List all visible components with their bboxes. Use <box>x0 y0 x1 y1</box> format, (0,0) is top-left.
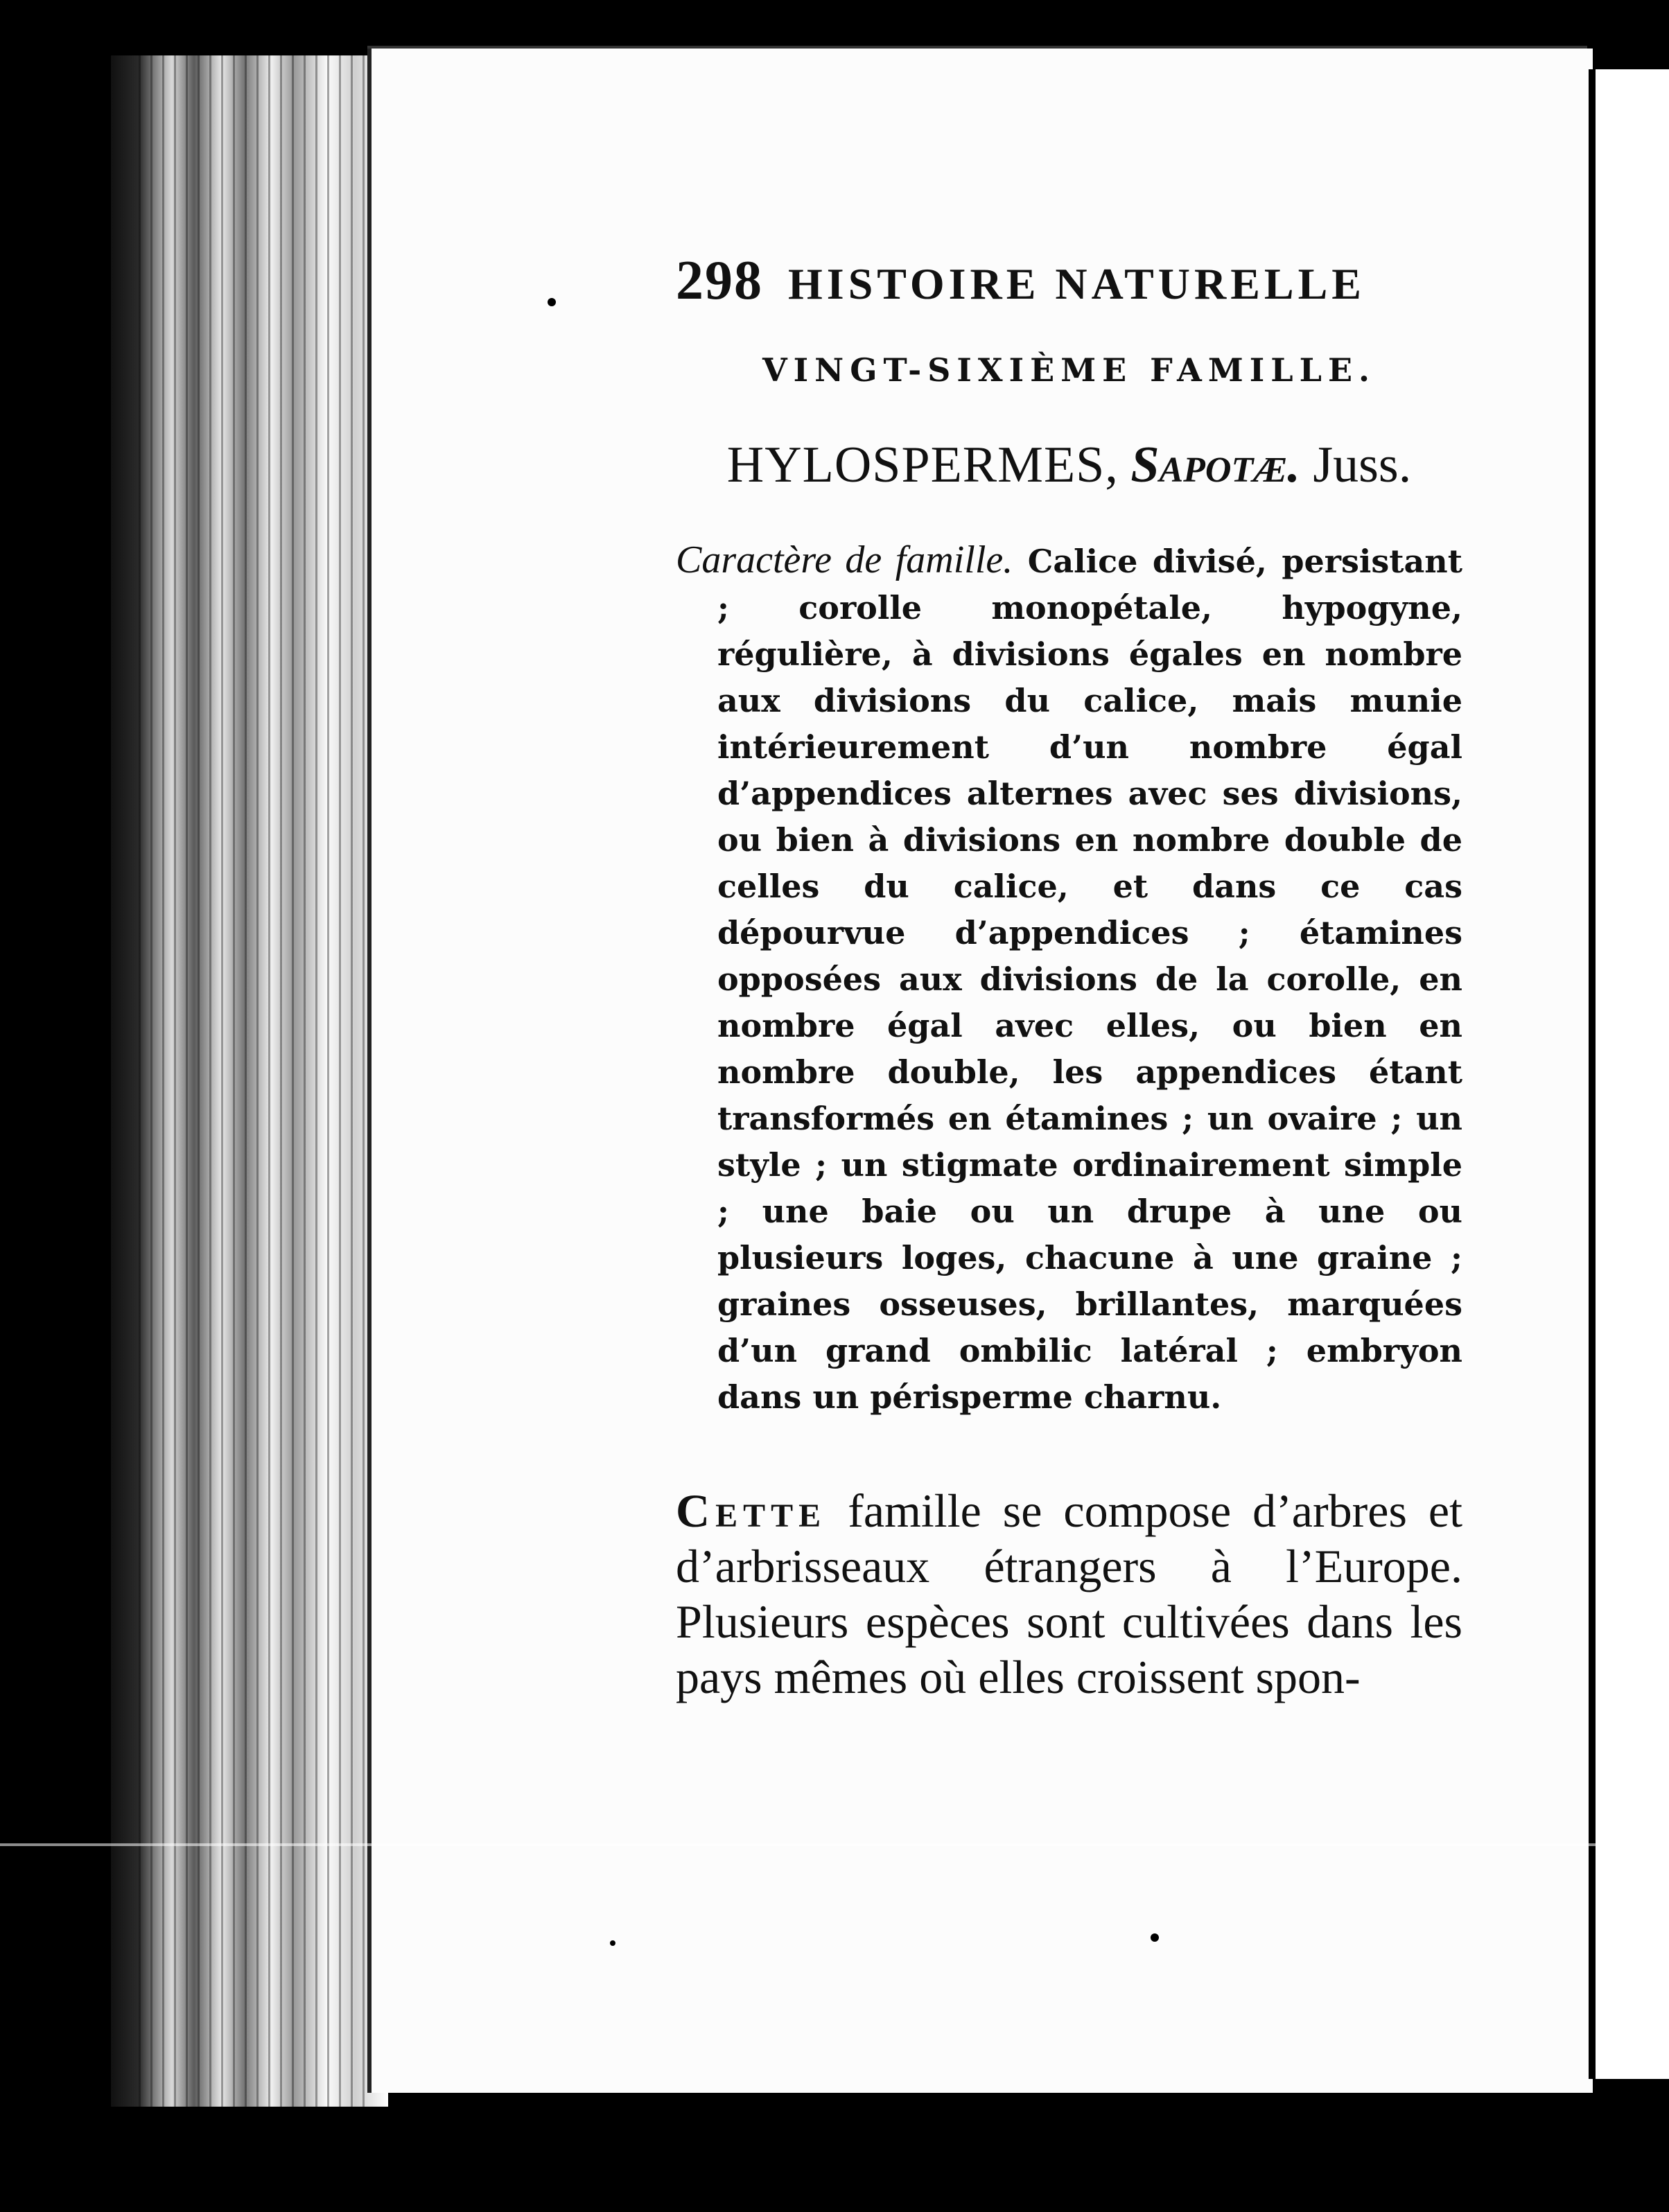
family-name: HYLOSPERMES <box>726 437 1106 493</box>
family-latin-name: Sapotæ. <box>1130 437 1300 493</box>
scan-bottom-margin <box>0 2121 1669 2212</box>
family-number-heading: VINGT-SIXIÈME FAMILLE. <box>762 351 1377 389</box>
family-author: Juss. <box>1313 437 1412 493</box>
body-lead-word: Cette <box>676 1484 827 1537</box>
facing-page-edge <box>1589 69 1669 2079</box>
family-characters-label: Caractère de famille. <box>676 538 1013 581</box>
ink-speck <box>610 1940 615 1946</box>
family-title <box>676 437 1462 493</box>
family-characters-paragraph <box>676 537 1462 1421</box>
page-number: 298 <box>676 250 763 311</box>
ink-speck <box>1151 1933 1159 1942</box>
running-head-title: HISTOIRE NATURELLE <box>788 259 1365 308</box>
ink-speck <box>548 298 556 306</box>
scan-artifact-line <box>0 1843 1669 1846</box>
body-text: famille se compose d’arbres et d’arbrisseaux étrangers à l’Europe. Plusieurs espèces sont cultivées dans les pays mêmes où elles croissent spon- <box>676 1484 1463 1703</box>
page-edges-lines <box>139 55 374 2107</box>
running-head <box>676 249 1462 313</box>
page-content <box>676 249 1462 1705</box>
family-title-comma: , <box>1105 437 1131 493</box>
body-paragraph <box>676 1483 1462 1705</box>
family-characters-text: Calice divisé, persistant ; corolle monopétale, hypogyne, régulière, à divisions égales en nombre aux divisions du calice, mais munie intérieurement d’un nombre égal d’appendices alternes avec ses divisions, ou bien à divisions en nombre double de celles du calice, et dans ce cas dépourvue d’appendices ; étamines opposées aux divisions de la corolle, en nombre égal avec elles, ou bien en nombre double, les appendices étant transformés en étamines ; un ovaire ; un style ; un stigmate ordinairement simple ; une baie ou un drupe à une ou plusieurs loges, chacune à une graine ; graines osseuses, brillantes, marquées d’un grand ombilic latéral ; embryon dans un périsperme charnu. <box>717 543 1463 1416</box>
